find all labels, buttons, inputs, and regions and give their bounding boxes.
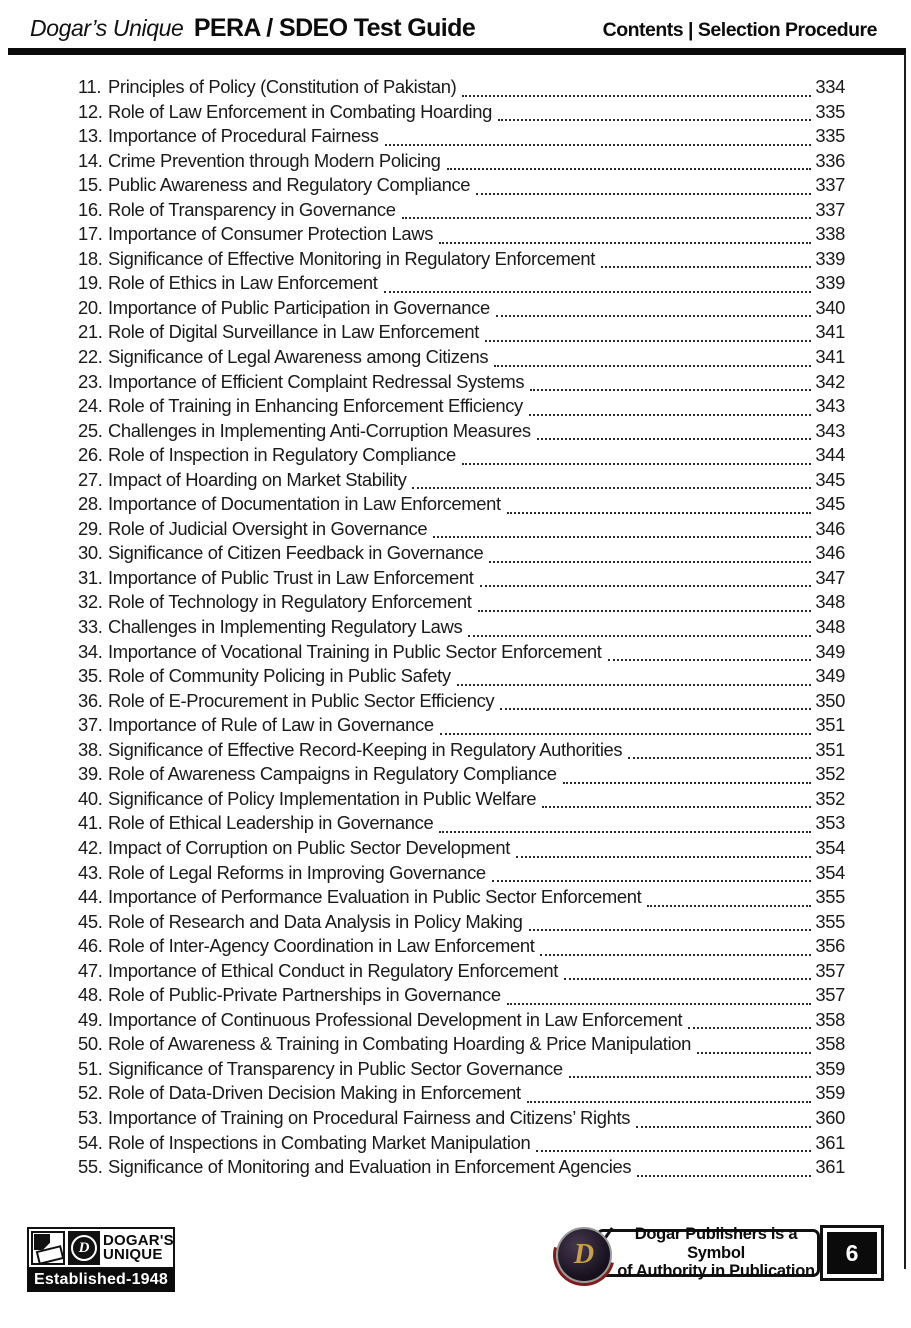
toc-entry-number: 54. [78,1131,103,1153]
toc-entry-number: 51. [78,1057,103,1079]
toc-entry-title: Role of Data-Driven Decision Making in Enforcement [108,1082,521,1104]
toc-entry-title: Role of Ethical Leadership in Governance [108,812,434,834]
toc-entry-title: Role of Awareness Campaigns in Regulatory Compliance [108,763,557,785]
dot-leader [457,683,811,686]
toc-entry [78,935,845,960]
toc-entry-title: Role of Awareness & Training in Combating Hoarding & Price Manipulation [108,1033,692,1055]
toc-entry-page: 335 [815,100,845,122]
toc-entry [78,616,845,641]
toc-entry-title: Significance of Monitoring and Evaluation in Enforcement Agencies [108,1156,632,1178]
toc-entry-title: Impact of Hoarding on Market Stability [108,468,407,490]
dot-leader [433,535,811,538]
toc-entry-page: 343 [815,395,845,417]
toc-entry-title: Importance of Vocational Training in Public Sector Enforcement [108,640,602,662]
toc-entry [78,321,845,346]
toc-entry-title: Challenges in Implementing Regulatory Laws [108,616,463,638]
dot-leader [601,265,811,268]
toc-entry-page: 335 [815,125,845,147]
toc-entry-number: 45. [78,910,103,932]
toc-entry-page: 341 [815,346,845,368]
toc-entry-number: 41. [78,812,103,834]
dot-leader [385,143,811,146]
dot-leader [536,1149,811,1152]
toc-entry-title: Significance of Effective Monitoring in Regulatory Enforcement [108,247,596,269]
toc-entry-page: 348 [815,591,845,613]
toc-entry-title: Role of Ethics in Law Enforcement [108,272,378,294]
toc-entry-number: 46. [78,935,103,957]
dot-leader [542,805,811,808]
toc-entry-title: Importance of Continuous Professional Development in Law Enforcement [108,1008,683,1030]
toc-entry-number: 52. [78,1082,103,1104]
toc-entry-title: Role of Public-Private Partnerships in Governance [108,984,501,1006]
book-title-brand: Dogar’s Unique [30,15,184,41]
toc-entry-title: Role of Technology in Regulatory Enforcement [108,591,472,613]
toc-entry [78,420,845,445]
toc-entry [78,150,845,175]
toc-entry-page: 342 [815,370,845,392]
dot-leader [647,904,811,907]
toc-entry [78,1156,845,1181]
toc-entry-number: 33. [78,616,103,638]
toc-entry [78,76,845,101]
toc-entry [78,297,845,322]
toc-entry [78,837,845,862]
page-number: 6 [827,1232,877,1274]
publisher-slogan-banner [556,1224,820,1282]
toc-entry-page: 337 [815,174,845,196]
toc-entry-page: 357 [815,984,845,1006]
toc-entry-page: 351 [815,714,845,736]
toc-entry-number: 18. [78,247,103,269]
toc-entry-number: 38. [78,738,103,760]
dot-leader [462,462,811,465]
toc-entry [78,591,845,616]
toc-entry-page: 336 [815,149,845,171]
toc-entry-page: 352 [815,787,845,809]
toc-entry-title: Role of Inspections in Combating Market Manipulation [108,1131,531,1153]
toc-entry-number: 16. [78,198,103,220]
toc-entry [78,1082,845,1107]
toc-entry-page: 357 [815,959,845,981]
toc-entry [78,567,845,592]
toc-entry-title: Challenges in Implementing Anti-Corruption Measures [108,419,531,441]
toc-entry-number: 25. [78,419,103,441]
toc-entry-title: Principles of Policy (Constitution of Pakistan) [108,76,457,97]
toc-entry [78,911,845,936]
established-badge: Established-1948 [27,1269,175,1292]
toc-entry-page: 346 [815,517,845,539]
toc-entry-number: 26. [78,444,103,466]
toc-entry-number: 21. [78,321,103,343]
toc-entry [78,493,845,518]
toc-entry [78,542,845,567]
toc-entry-page: 360 [815,1106,845,1128]
toc-entry-number: 44. [78,886,103,908]
toc-entry-number: 36. [78,689,103,711]
dot-leader [530,388,811,391]
toc-entry-number: 50. [78,1033,103,1055]
toc-entry-page: 359 [815,1057,845,1079]
dot-leader [537,437,811,440]
dot-leader [439,241,811,244]
toc-entry [78,101,845,126]
toc-entry-page: 348 [815,616,845,638]
toc-entry-number: 31. [78,566,103,588]
dot-leader [540,953,811,956]
dot-leader [489,560,811,563]
dot-leader [480,584,811,587]
dot-leader [496,314,811,317]
toc-entry [78,125,845,150]
toc-entry [78,984,845,1009]
toc-entry [78,886,845,911]
toc-entry [78,862,845,887]
toc-entry [78,444,845,469]
dot-leader [608,658,811,661]
toc-entry [78,1132,845,1157]
dot-leader [516,855,811,858]
toc-entry-number: 32. [78,591,103,613]
toc-entry-number: 49. [78,1008,103,1030]
toc-entry [78,371,845,396]
header-section-label: Contents | Selection Procedure [602,19,877,41]
dot-leader [384,290,811,293]
toc-entry-number: 19. [78,272,103,294]
toc-entry-title: Crime Prevention through Modern Policing [108,149,441,171]
toc-entry-page: 351 [815,738,845,760]
toc-entry-page: 353 [815,812,845,834]
toc-entry-number: 11. [78,76,102,97]
toc-entry-number: 55. [78,1156,103,1178]
toc-entry [78,1033,845,1058]
toc-entry-title: Importance of Ethical Conduct in Regulatory Enforcement [108,959,558,981]
dot-leader [402,216,811,219]
toc-entry-number: 30. [78,542,103,564]
toc-entry-number: 13. [78,125,103,147]
toc-entry [78,665,845,690]
dot-leader [412,486,811,489]
dot-leader [478,609,811,612]
toc-entry-number: 27. [78,468,103,490]
toc-entry [78,812,845,837]
toc-entry [78,690,845,715]
toc-entry-number: 23. [78,370,103,392]
dot-leader [468,634,811,637]
toc-entry-number: 14. [78,149,103,171]
toc-entry-title: Role of Legal Reforms in Improving Governance [108,861,486,883]
toc-entry [78,1009,845,1034]
toc-entry-page: 345 [815,493,845,515]
toc-entry-number: 22. [78,346,103,368]
toc-entry-number: 28. [78,493,103,515]
publisher-logo [27,1227,175,1292]
toc-entry-title: Public Awareness and Regulatory Compliance [108,174,471,196]
book-title-main: PERA / SDEO Test Guide [193,14,476,42]
publisher-seal-icon: D [556,1227,612,1283]
dot-leader [636,1125,811,1128]
toc-entry-title: Importance of Efficient Complaint Redressal Systems [108,370,525,392]
toc-entry [78,960,845,985]
toc-entry-page: 349 [815,640,845,662]
toc-entry-page: 352 [815,763,845,785]
dot-leader [447,167,811,170]
toc-entry-title: Importance of Procedural Fairness [108,125,379,147]
toc-entry [78,469,845,494]
toc-entry [78,199,845,224]
dot-leader [688,1026,811,1029]
toc-entry [78,346,845,371]
toc-entry [78,763,845,788]
toc-entry-number: 20. [78,296,103,318]
toc-entry-title: Importance of Consumer Protection Laws [108,223,434,245]
toc-entry-page: 345 [815,468,845,490]
toc-entry-title: Role of Judicial Oversight in Governance [108,517,428,539]
toc-entry-title: Significance of Transparency in Public Sector Governance [108,1057,563,1079]
dot-leader [476,192,811,195]
toc-entry-title: Role of Community Policing in Public Safety [108,665,451,687]
toc-entry-title: Role of Law Enforcement in Combating Hoarding [108,100,492,122]
toc-entry-number: 17. [78,223,103,245]
toc-entry-page: 355 [815,910,845,932]
toc-entry-page: 361 [815,1131,845,1153]
toc-entry-page: 334 [815,76,845,97]
dot-leader [507,1002,811,1005]
toc-entry [78,714,845,739]
toc-entry [78,641,845,666]
toc-entry-number: 37. [78,714,103,736]
page-header [30,14,877,43]
dot-leader [462,94,811,97]
toc-entry-title: Importance of Performance Evaluation in Public Sector Enforcement [108,886,642,908]
dot-leader [500,707,811,710]
toc-entry-number: 24. [78,395,103,417]
toc-entry-page: 355 [815,886,845,908]
dot-leader [697,1051,811,1054]
toc-entry-number: 35. [78,665,103,687]
toc-entry-title: Significance of Effective Record-Keeping in Regulatory Authorities [108,738,623,760]
toc-entry-page: 358 [815,1008,845,1030]
toc-entry-page: 358 [815,1033,845,1055]
toc-entry-page: 343 [815,419,845,441]
toc-entry-page: 341 [815,321,845,343]
toc-entry-page: 356 [815,935,845,957]
toc-entry-title: Importance of Training on Procedural Fairness and Citizens’ Rights [108,1106,631,1128]
toc-entry [78,739,845,764]
dot-leader [498,118,811,121]
toc-entry-title: Significance of Citizen Feedback in Governance [108,542,484,564]
publisher-logo-top [27,1227,175,1269]
toc-entry-page: 338 [815,223,845,245]
monogram-icon: D [68,1231,100,1265]
dot-leader [569,1075,811,1078]
toc-entry-title: Role of Inter-Agency Coordination in Law Enforcement [108,935,535,957]
toc-entry-page: 339 [815,247,845,269]
toc-entry-title: Importance of Public Trust in Law Enforcement [108,566,474,588]
toc-entry-number: 48. [78,984,103,1006]
toc-entry [78,395,845,420]
toc-entry [78,788,845,813]
toc-entry-title: Significance of Legal Awareness among Citizens [108,346,489,368]
toc-entry-number: 40. [78,787,103,809]
toc-entry-title: Importance of Rule of Law in Governance [108,714,434,736]
toc-list [78,76,845,1181]
toc-entry-number: 34. [78,640,103,662]
toc-entry-title: Role of Transparency in Governance [108,198,396,220]
header-rule [8,48,906,55]
dot-leader [527,1100,811,1103]
toc-entry-page: 361 [815,1156,845,1178]
toc-entry-page: 349 [815,665,845,687]
toc-entry-title: Significance of Policy Implementation in Public Welfare [108,787,537,809]
toc-entry-page: 350 [815,689,845,711]
toc-entry-number: 15. [78,174,103,196]
toc-entry-number: 53. [78,1106,103,1128]
slogan-text: Dogar Publishers is a Symbol of Authority in Publication [596,1229,820,1277]
toc-entry-number: 43. [78,861,103,883]
toc-entry [78,518,845,543]
dot-leader [485,339,811,342]
toc-entry-number: 12. [78,100,103,122]
toc-entry-page: 346 [815,542,845,564]
dot-leader [507,511,811,514]
toc-entry [78,1058,845,1083]
dot-leader [564,977,811,980]
book-icon [31,1231,65,1265]
toc-entry-title: Role of Inspection in Regulatory Compliance [108,444,456,466]
dot-leader [628,756,811,759]
toc-entry-title: Role of E-Procurement in Public Sector Efficiency [108,689,495,711]
dot-leader [494,364,811,367]
page-number-box [820,1225,884,1281]
toc-entry [78,223,845,248]
dot-leader [563,781,811,784]
dot-leader [529,413,811,416]
toc-entry-title: Role of Training in Enhancing Enforcement Efficiency [108,395,523,417]
toc-entry [78,272,845,297]
toc-entry [78,174,845,199]
toc-entry-title: Role of Digital Surveillance in Law Enforcement [108,321,479,343]
toc-entry-title: Importance of Public Participation in Governance [108,296,490,318]
toc-entry-page: 359 [815,1082,845,1104]
toc-entry-page: 354 [815,836,845,858]
publisher-name: DOGAR'S UNIQUE [103,1231,174,1263]
toc-entry-title: Impact of Corruption on Public Sector Development [108,836,510,858]
toc-entry-number: 42. [78,836,103,858]
toc-entry-page: 340 [815,296,845,318]
toc-entry-page: 354 [815,861,845,883]
toc-entry-number: 47. [78,959,103,981]
book-title [30,14,475,43]
toc-entry-title: Role of Research and Data Analysis in Policy Making [108,910,523,932]
toc-entry-page: 339 [815,272,845,294]
toc-entry [78,1107,845,1132]
page-right-border [904,53,907,1269]
dot-leader [529,928,811,931]
toc-entry-number: 39. [78,763,103,785]
toc-entry-title: Importance of Documentation in Law Enforcement [108,493,501,515]
toc-entry-page: 337 [815,198,845,220]
toc-entry-page: 344 [815,444,845,466]
toc-entry-number: 29. [78,517,103,539]
dot-leader [439,830,811,833]
dot-leader [637,1174,811,1177]
dot-leader [440,732,811,735]
toc-entry-page: 347 [815,566,845,588]
dot-leader [492,879,811,882]
toc-entry [78,248,845,273]
